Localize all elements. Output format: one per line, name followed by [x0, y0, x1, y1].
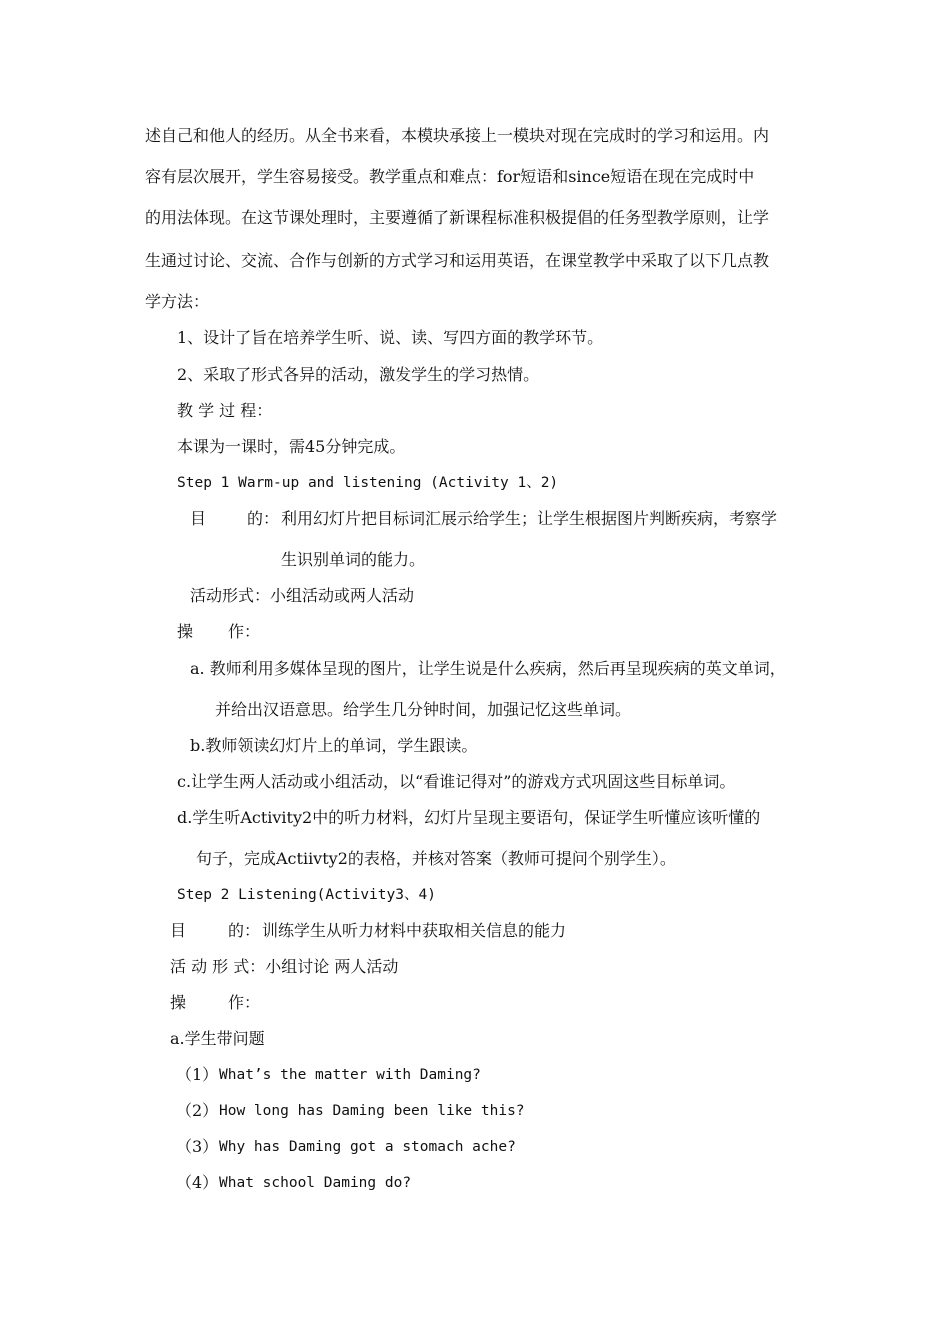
question-number-2: （2）	[176, 1101, 219, 1120]
paragraph-line-1: 述自己和他人的经历。从全书来看，本模块承接上一模块对现在完成时的学习和运用。内	[145, 126, 770, 145]
process-heading: 教 学 过 程：	[177, 401, 273, 420]
step1-activity-form: 活动形式：小组活动或两人活动	[190, 586, 415, 605]
step1-goal-label-b: 的：	[247, 509, 280, 528]
step1-item-d-line-2: 句子，完成Actiivty2的表格，并核对答案（教师可提问个别学生）。	[196, 849, 676, 868]
step2-activity-form: 活 动 形 式：小组讨论 两人活动	[170, 957, 399, 976]
question-number-1: （1）	[176, 1065, 219, 1084]
step2-op-label-b: 作：	[228, 993, 261, 1012]
step2-title: Step 2 Listening(Activity3、4)	[177, 887, 436, 903]
step1-op-label-b: 作：	[228, 622, 261, 641]
step2-item-a: a.学生带问题	[170, 1029, 265, 1048]
method-item-2: 2、采取了形式各异的活动，激发学生的学习热情。	[177, 365, 540, 384]
step1-item-a-line-1: a. 教师利用多媒体呈现的图片，让学生说是什么疾病，然后再呈现疾病的英文单词，	[190, 659, 786, 678]
step1-item-c: c.让学生两人活动或小组活动，以“看谁记得对”的游戏方式巩固这些目标单词。	[177, 772, 736, 791]
paragraph-line-3: 的用法体现。在这节课处理时，主要遵循了新课程标准积极提倡的任务型教学原则，让学	[145, 208, 770, 227]
question-number-4: （4）	[176, 1173, 219, 1192]
step1-item-d-line-1: d.学生听Activity2中的听力材料，幻灯片呈现主要语句，保证学生听懂应该听懂的	[177, 808, 761, 827]
step1-goal-text-2: 生识别单词的能力。	[281, 550, 426, 569]
step2-goal-label-a: 目	[170, 921, 187, 940]
step1-goal-text-1: 利用幻灯片把目标词汇展示给学生；让学生根据图片判断疾病，考察学	[281, 509, 778, 528]
step1-item-a-line-2: 并给出汉语意思。给学生几分钟时间，加强记忆这些单词。	[215, 700, 632, 719]
question-text-4: What school Daming do?	[219, 1175, 412, 1191]
paragraph-line-2: 容有层次展开，学生容易接受。教学重点和难点：for短语和since短语在现在完成时中	[145, 167, 755, 186]
duration-note: 本课为一课时，需45分钟完成。	[177, 437, 406, 456]
step1-op-label-a: 操	[177, 622, 194, 641]
step2-op-label-a: 操	[170, 993, 187, 1012]
step1-item-b: b.教师领读幻灯片上的单词，学生跟读。	[190, 736, 478, 755]
step2-goal-label-b: 的：	[228, 921, 261, 940]
step1-goal-label-a: 目	[190, 509, 207, 528]
paragraph-line-5: 学方法：	[145, 292, 210, 311]
question-text-1: What’s the matter with Daming?	[219, 1067, 481, 1083]
paragraph-line-4: 生通过讨论、交流、合作与创新的方式学习和运用英语，在课堂教学中采取了以下几点教	[145, 251, 770, 270]
method-item-1: 1、设计了旨在培养学生听、说、读、写四方面的教学环节。	[177, 328, 604, 347]
question-text-2: How long has Daming been like this?	[219, 1103, 525, 1119]
step2-goal-text: 训练学生从听力材料中获取相关信息的能力	[262, 921, 567, 940]
step1-title: Step 1 Warm-up and listening (Activity 1、2)	[177, 475, 559, 491]
question-text-3: Why has Daming got a stomach ache?	[219, 1139, 516, 1155]
question-number-3: （3）	[176, 1137, 219, 1156]
